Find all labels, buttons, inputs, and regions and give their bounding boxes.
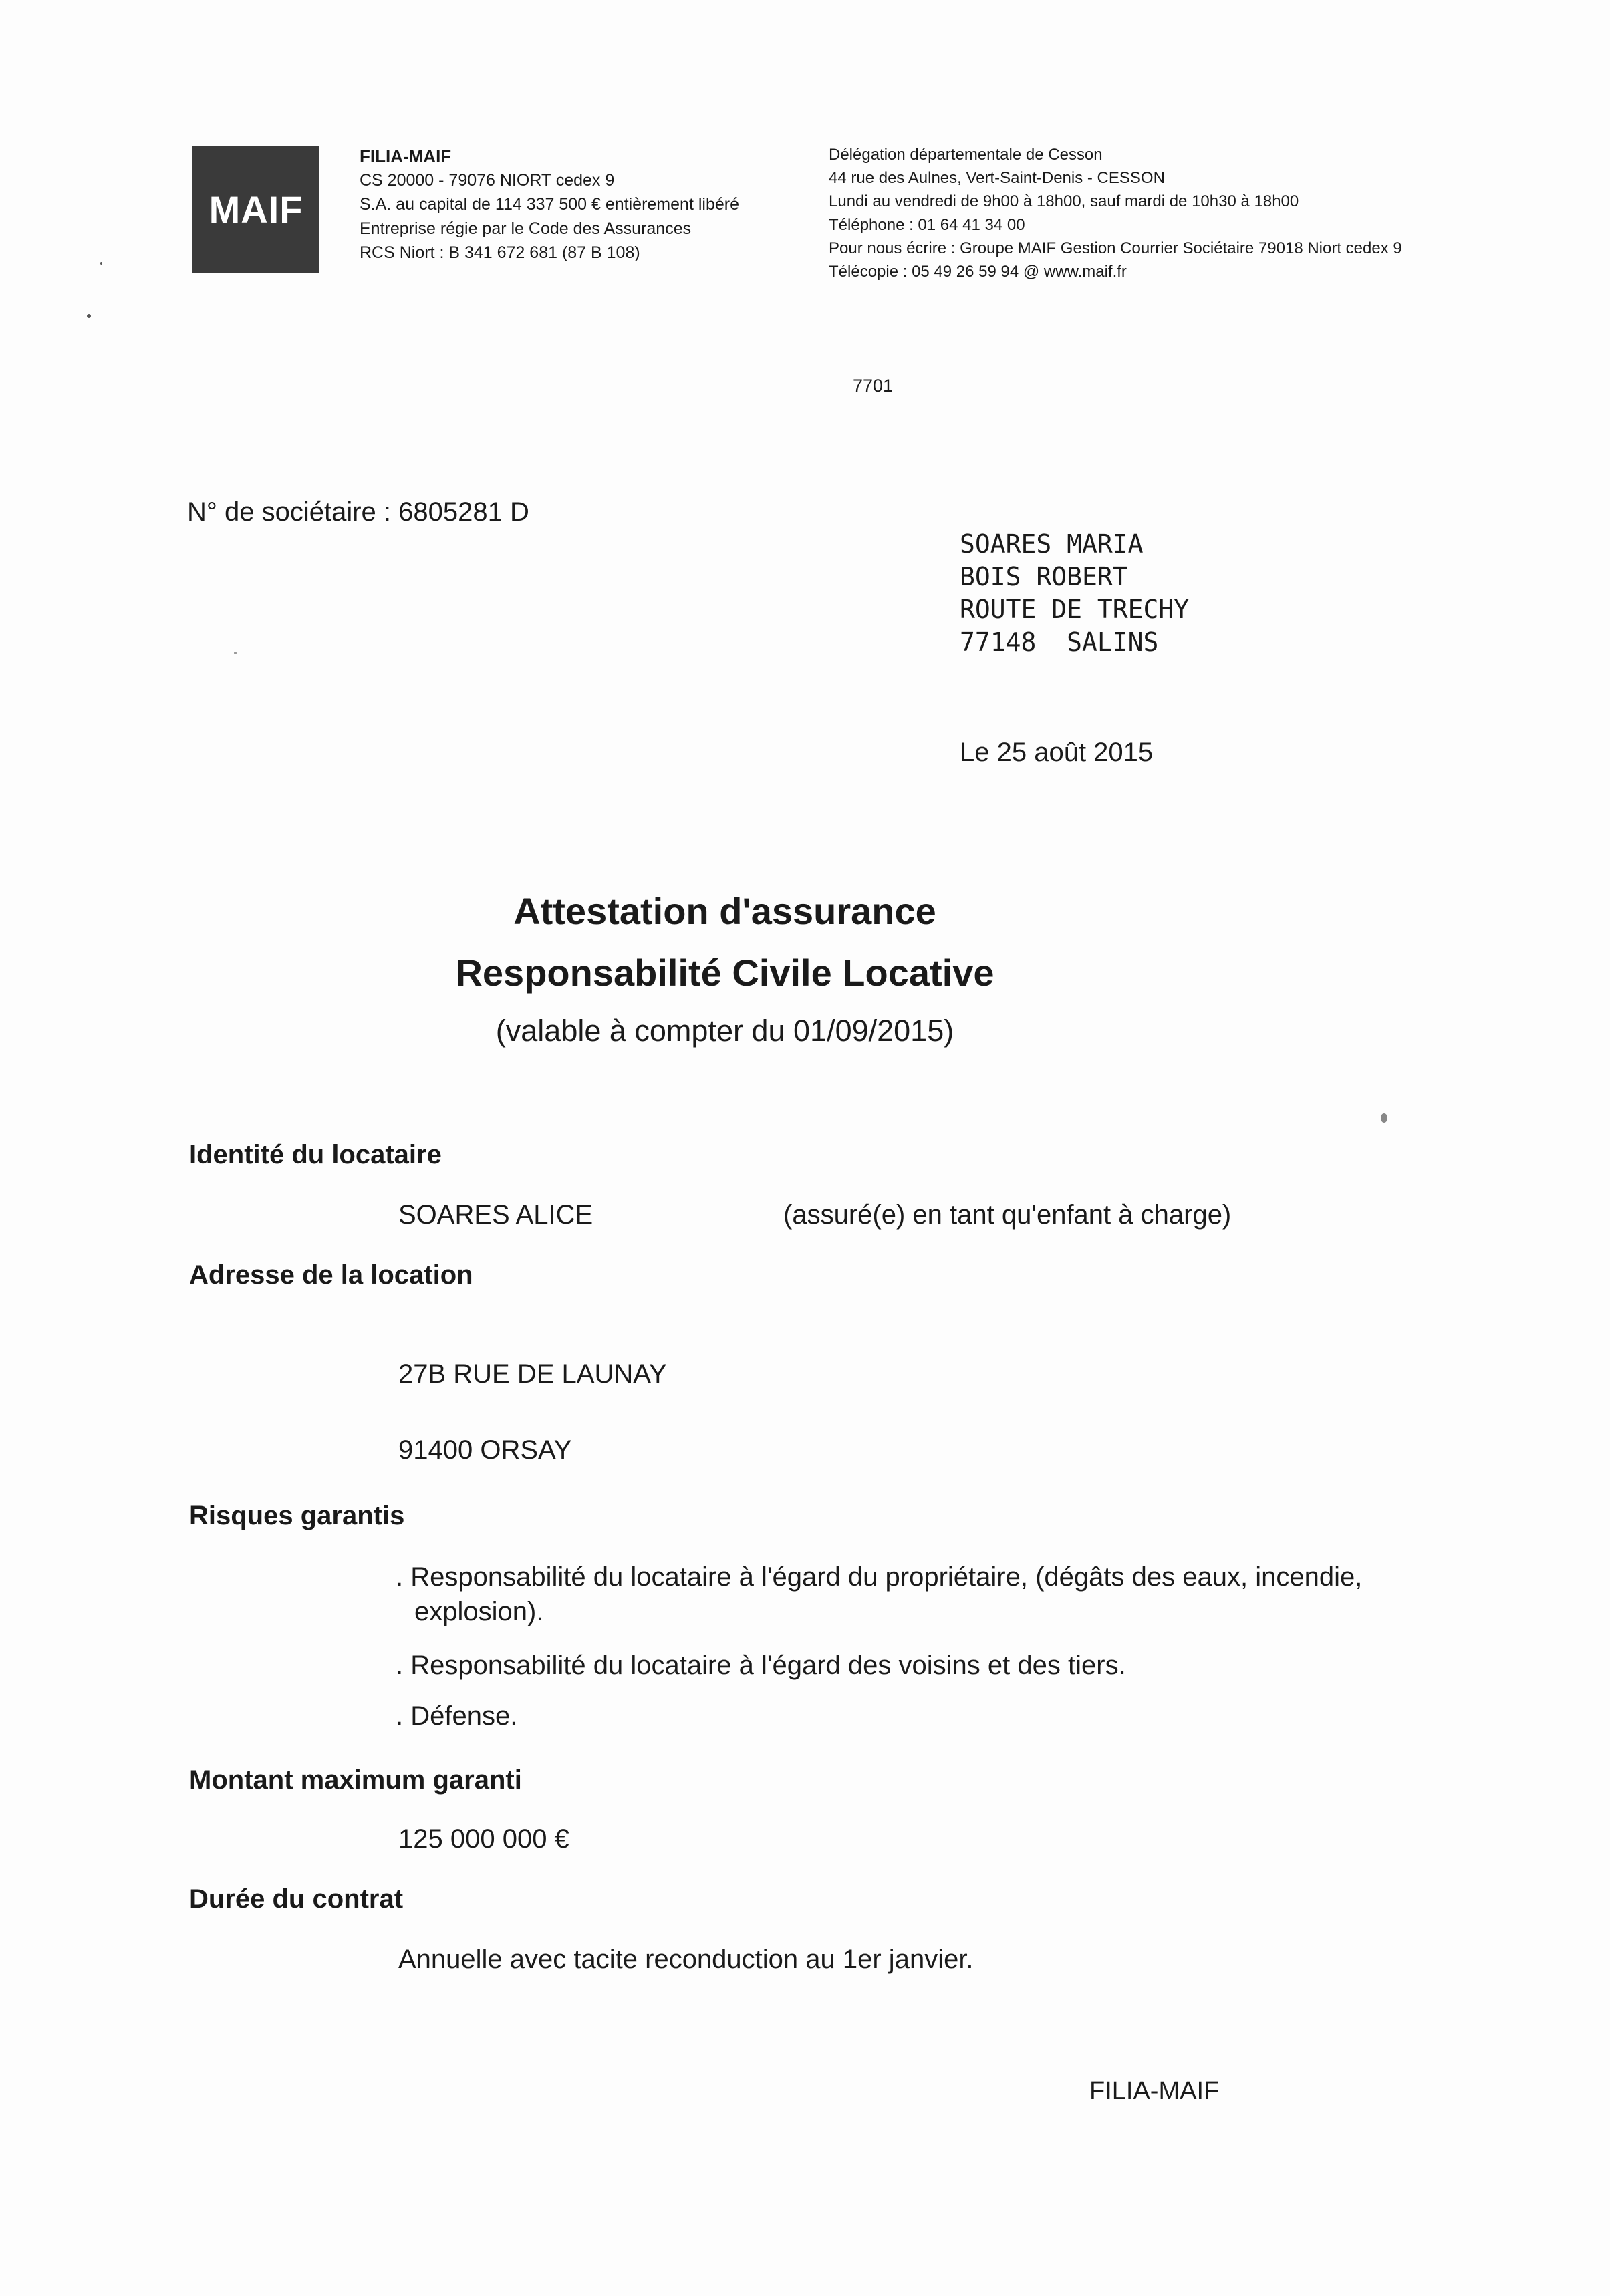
risk-item xyxy=(396,1699,1492,1733)
company-address: CS 20000 - 79076 NIORT cedex 9 xyxy=(360,171,615,190)
recipient-line: SOARES MARIA xyxy=(960,529,1144,559)
risk-item xyxy=(396,1648,1492,1683)
address-label: Adresse de la location xyxy=(189,1260,473,1290)
document-title: Attestation d'assurance xyxy=(513,890,936,932)
scan-speck xyxy=(87,314,91,318)
delegation-address: 44 rue des Aulnes, Vert-Saint-Denis - CESSON xyxy=(829,169,1165,187)
scan-speck xyxy=(234,652,237,654)
scan-speck xyxy=(1381,1113,1387,1123)
recipient-line: BOIS ROBERT xyxy=(960,562,1128,591)
recipient-address xyxy=(960,528,1189,659)
tenant-name: SOARES ALICE xyxy=(398,1200,593,1230)
risk-item xyxy=(396,1560,1492,1629)
recipient-line: 77148 SALINS xyxy=(960,627,1159,657)
amount-label: Montant maximum garanti xyxy=(189,1765,522,1795)
company-capital: S.A. au capital de 114 337 500 € entièrement libéré xyxy=(360,195,739,214)
tenant-status-note: (assuré(e) en tant qu'enfant à charge) xyxy=(783,1200,1232,1230)
delegation-name: Délégation départementale de Cesson xyxy=(829,146,1103,164)
delegation-info xyxy=(829,143,1537,283)
risk-item-continuation: explosion). xyxy=(414,1597,544,1626)
delegation-hours: Lundi au vendredi de 9h00 à 18h00, sauf mardi de 10h30 à 18h00 xyxy=(829,192,1299,210)
rental-city: 91400 ORSAY xyxy=(398,1435,572,1465)
risk-item-text: . Responsabilité du locataire à l'égard du propriétaire, (dégâts des eaux, incendie, xyxy=(396,1562,1363,1592)
scan-speck xyxy=(100,262,102,265)
member-number: N° de sociétaire : 6805281 D xyxy=(187,497,529,527)
maif-logo xyxy=(192,146,319,273)
logo-text: MAIF xyxy=(209,188,303,231)
company-regulation: Entreprise régie par le Code des Assurances xyxy=(360,219,692,238)
delegation-mail-address: Pour nous écrire : Groupe MAIF Gestion Courrier Sociétaire 79018 Niort cedex 9 xyxy=(829,239,1402,257)
duration-value: Annuelle avec tacite reconduction au 1er janvier. xyxy=(398,1945,974,1974)
delegation-phone: Téléphone : 01 64 41 34 00 xyxy=(829,216,1025,234)
company-name: FILIA-MAIF xyxy=(360,146,452,166)
letter-date: Le 25 août 2015 xyxy=(960,738,1154,767)
delegation-fax-web: Télécopie : 05 49 26 59 94 @ www.maif.fr xyxy=(829,263,1127,281)
validity-date: (valable à compter du 01/09/2015) xyxy=(495,1014,954,1048)
risk-item-text: . Responsabilité du locataire à l'égard des voisins et des tiers. xyxy=(396,1651,1126,1680)
identity-label: Identité du locataire xyxy=(189,1140,442,1169)
duration-label: Durée du contrat xyxy=(189,1884,404,1914)
document-subtitle: Responsabilité Civile Locative xyxy=(455,952,994,994)
recipient-line: ROUTE DE TRECHY xyxy=(960,595,1190,624)
company-info xyxy=(360,144,787,265)
risk-item-text: . Défense. xyxy=(396,1701,518,1731)
company-rcs: RCS Niort : B 341 672 681 (87 B 108) xyxy=(360,243,640,262)
document-titles xyxy=(0,881,1530,1058)
amount-value: 125 000 000 € xyxy=(398,1824,569,1854)
reference-code: 7701 xyxy=(853,376,894,396)
risks-label: Risques garantis xyxy=(189,1501,405,1530)
rental-street: 27B RUE DE LAUNAY xyxy=(398,1359,667,1389)
signature: FILIA-MAIF xyxy=(1089,2077,1220,2105)
